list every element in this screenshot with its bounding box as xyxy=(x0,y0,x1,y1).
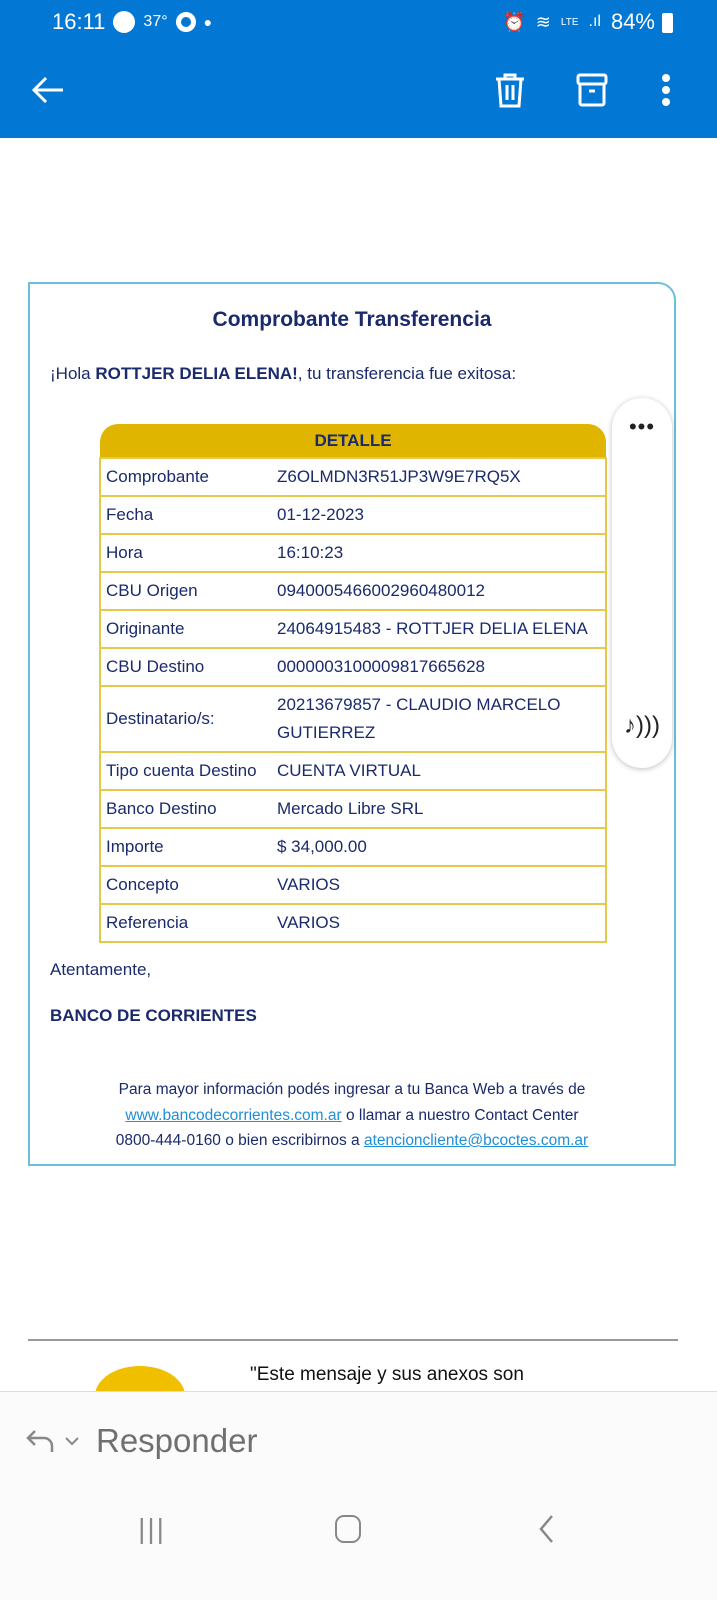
archive-icon xyxy=(576,73,608,107)
signal-icon: .ıl xyxy=(588,13,601,30)
bank-name: BANCO DE CORRIENTES xyxy=(50,1006,257,1025)
detail-label: Banco Destino xyxy=(100,790,272,828)
detail-value: 0000003100009817665628 xyxy=(272,648,606,686)
detail-label: Comprobante xyxy=(100,458,272,496)
detail-label: Hora xyxy=(100,534,272,572)
detail-row xyxy=(100,866,606,904)
detail-label: Destinatario/s: xyxy=(100,686,272,752)
greeting-name: ROTTJER DELIA ELENA! xyxy=(95,364,298,383)
footer-line-2: o llamar a nuestro Contact Center xyxy=(341,1106,579,1124)
detail-label: Importe xyxy=(100,828,272,866)
floating-toolbar xyxy=(612,398,672,768)
detail-label: Tipo cuenta Destino xyxy=(100,752,272,790)
more-horizontal-button[interactable] xyxy=(620,410,664,444)
closing: Atentamente, xyxy=(50,960,152,979)
detail-label: Fecha xyxy=(100,496,272,534)
delete-button[interactable] xyxy=(488,68,532,112)
ellipsis-icon: ••• xyxy=(628,414,656,439)
home-icon xyxy=(335,1515,361,1543)
bottom-bar xyxy=(0,1391,717,1600)
archive-button[interactable] xyxy=(570,68,614,112)
detail-row xyxy=(100,458,606,496)
detail-value: 16:10:23 xyxy=(272,534,606,572)
alarm-icon: ⏰ xyxy=(503,11,526,32)
detail-value: 20213679857 - CLAUDIO MARCELO GUTIERREZ xyxy=(272,686,606,752)
detail-table xyxy=(99,424,607,943)
email-body-card xyxy=(28,282,676,1166)
wifi-icon: ≋ xyxy=(535,11,551,32)
detail-row xyxy=(100,648,606,686)
recent-apps-icon: ||| xyxy=(138,1513,166,1544)
reply-icon xyxy=(24,1428,56,1454)
lte-indicator: LTE xyxy=(560,16,579,28)
detail-value: 24064915483 - ROTTJER DELIA ELENA xyxy=(272,610,606,648)
temperature: 37° xyxy=(143,13,168,30)
detail-row xyxy=(100,828,606,866)
footer-line-3: 0800-444-0160 o bien escribirnos a xyxy=(115,1132,364,1149)
dot-icon: ● xyxy=(203,14,213,30)
detail-value: CUENTA VIRTUAL xyxy=(272,752,606,790)
detail-value: VARIOS xyxy=(272,904,606,942)
detail-value: Z6OLMDN3R51JP3W9E7RQ5X xyxy=(272,458,606,496)
battery-icon xyxy=(662,13,673,33)
detail-row xyxy=(100,534,606,572)
detail-row xyxy=(100,572,606,610)
read-aloud-button[interactable] xyxy=(620,706,664,746)
app-bar xyxy=(0,44,717,138)
app-notification-icon xyxy=(113,11,135,33)
more-vertical-icon xyxy=(661,73,671,107)
detail-row xyxy=(100,496,606,534)
detail-row xyxy=(100,904,606,942)
status-bar xyxy=(0,0,717,44)
detail-value: 0940005466002960480012 xyxy=(272,572,606,610)
back-button[interactable] xyxy=(26,68,70,112)
reply-button[interactable] xyxy=(24,1422,257,1460)
clock: 16:11 xyxy=(52,9,106,34)
recent-apps-button[interactable] xyxy=(130,1507,174,1551)
greeting-suffix: , tu transferencia fue exitosa: xyxy=(297,364,517,383)
disclaimer-text: "Este mensaje y sus anexos son xyxy=(250,1364,524,1385)
bank-website-link[interactable]: www.bancodecorrientes.com.ar xyxy=(125,1106,342,1124)
detail-value: 01-12-2023 xyxy=(272,496,606,534)
footer-info xyxy=(30,1077,674,1154)
detail-row xyxy=(100,790,606,828)
detail-label: Referencia xyxy=(100,904,272,942)
chrome-icon xyxy=(176,12,196,32)
back-arrow-icon xyxy=(31,75,65,105)
greeting-prefix: ¡Hola xyxy=(50,364,96,383)
detail-label: CBU Origen xyxy=(100,572,272,610)
detail-header: DETALLE xyxy=(100,424,606,458)
home-button[interactable] xyxy=(326,1507,370,1551)
detail-row xyxy=(100,686,606,752)
detail-value: Mercado Libre SRL xyxy=(272,790,606,828)
detail-label: Originante xyxy=(100,610,272,648)
detail-label: CBU Destino xyxy=(100,648,272,686)
divider xyxy=(28,1339,678,1341)
support-email-link[interactable]: atencioncliente@bcoctes.com.ar xyxy=(363,1132,589,1149)
greeting xyxy=(50,364,516,384)
footer-line-1: Para mayor información podés ingresar a tu Banca Web a través de xyxy=(118,1081,586,1098)
nav-back-icon xyxy=(538,1514,554,1544)
nav-back-button[interactable] xyxy=(524,1507,568,1551)
trash-icon xyxy=(494,72,526,108)
receipt-title: Comprobante Transferencia xyxy=(212,308,492,331)
detail-value: VARIOS xyxy=(272,866,606,904)
detail-label: Concepto xyxy=(100,866,272,904)
detail-value: $ 34,000.00 xyxy=(272,828,606,866)
music-speaker-icon: ♪))) xyxy=(624,712,660,739)
battery-percent: 84% xyxy=(610,9,655,34)
detail-row xyxy=(100,610,606,648)
reply-label: Responder xyxy=(96,1422,258,1459)
chevron-down-icon[interactable] xyxy=(64,1436,80,1446)
more-options-button[interactable] xyxy=(646,68,686,112)
detail-row xyxy=(100,752,606,790)
